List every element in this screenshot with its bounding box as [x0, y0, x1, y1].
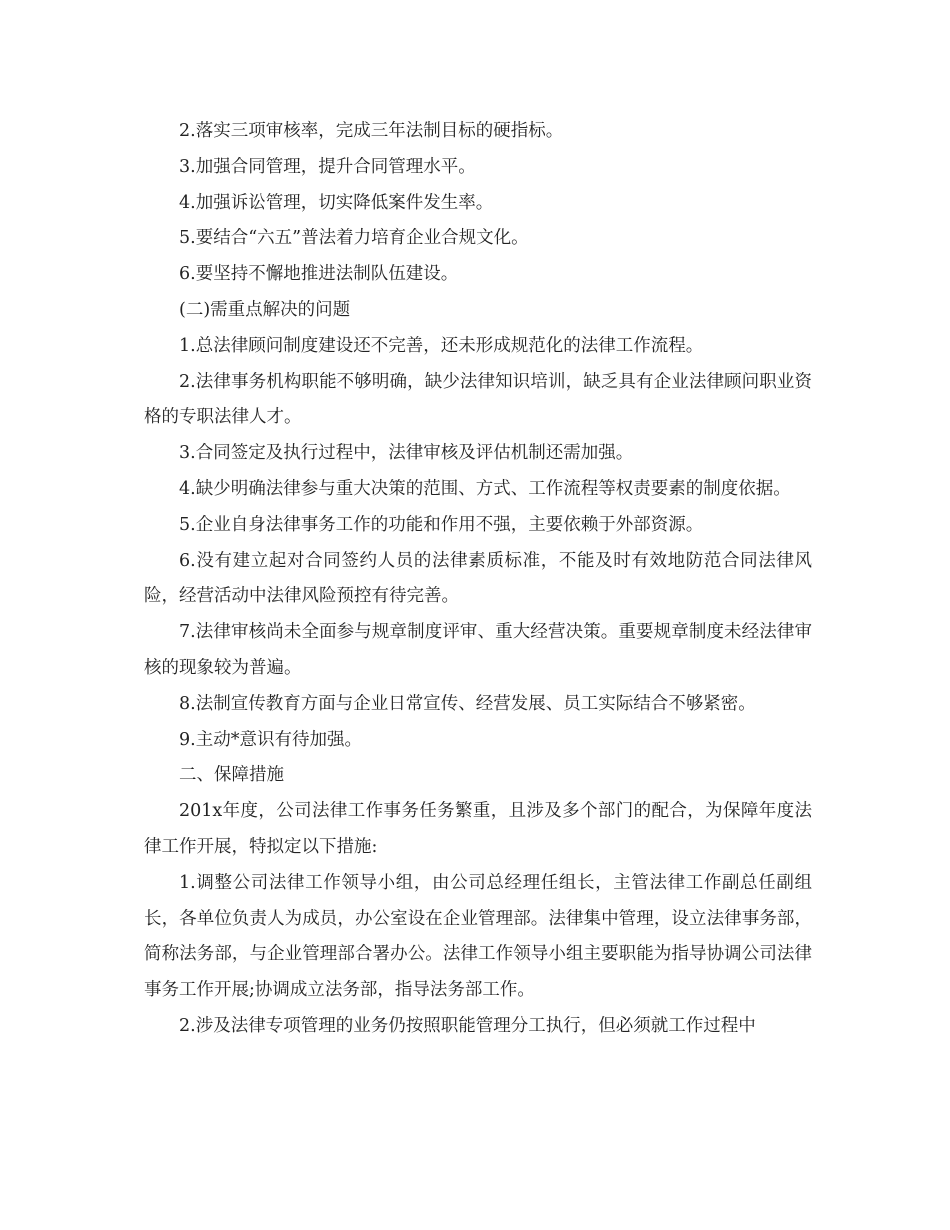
paragraph: 201x年度，公司法律工作事务任务繁重，且涉及多个部门的配合，为保障年度法律工作开展，特拟定以下措施: — [144, 801, 812, 857]
section-heading: (二)需重点解决的问题 — [179, 299, 351, 320]
paragraph: 3.加强合同管理，提升合同管理水平。 — [179, 156, 476, 177]
paragraph: 6.没有建立起对合同签约人员的法律素质标准，不能及时有效地防范合同法律风险，经营活动中法律风险预控有待完善。 — [144, 550, 812, 607]
paragraph: 2.法律事务机构职能不够明确，缺少法律知识培训，缺乏具有企业法律顾问职业资格的专职法律人才。 — [144, 371, 812, 428]
paragraph: 6.要坚持不懈地推进法制队伍建设。 — [179, 264, 459, 285]
paragraph: 5.要结合“六五”普法着力培育企业合规文化。 — [179, 228, 529, 249]
paragraph: 2.涉及法律专项管理的业务仍按照职能管理分工执行，但必须就工作过程中 — [179, 1015, 756, 1036]
paragraph: 7.法律审核尚未全面参与规章制度评审、重大经营决策。重要规章制度未经法律审核的现象较为普遍。 — [144, 622, 812, 678]
paragraph: 4.加强诉讼管理，切实降低案件发生率。 — [179, 192, 494, 213]
paragraph: 3.合同签定及执行过程中，法律审核及评估机制还需加强。 — [179, 443, 634, 464]
section-heading: 二、保障措施 — [179, 765, 284, 786]
paragraph: 5.企业自身法律事务工作的功能和作用不强，主要依赖于外部资源。 — [179, 514, 704, 535]
paragraph: 1.调整公司法律工作领导小组，由公司总经理任组长，主管法律工作副总任副组长，各单位负责人为成员，办公室设在企业管理部。法律集中管理，设立法律事务部，简称法务部，与企业管理部合署办公。法律工作领导小组主要职能为指导协调公司法律事务工作开展;协调成立法务部，指导法务部工作。 — [144, 872, 812, 1001]
paragraph: 2.落实三项审核率，完成三年法制目标的硬指标。 — [179, 121, 564, 141]
document-body — [144, 114, 812, 1045]
paragraph: 4.缺少明确法律参与重大决策的范围、方式、工作流程等权责要素的制度依据。 — [179, 478, 791, 499]
paragraph: 8.法制宣传教育方面与企业日常宣传、经营发展、员工实际结合不够紧密。 — [179, 693, 756, 714]
paragraph: 9.主动*意识有待加强。 — [179, 729, 362, 750]
paragraph: 1.总法律顾问制度建设还不完善，还未形成规范化的法律工作流程。 — [179, 335, 704, 356]
